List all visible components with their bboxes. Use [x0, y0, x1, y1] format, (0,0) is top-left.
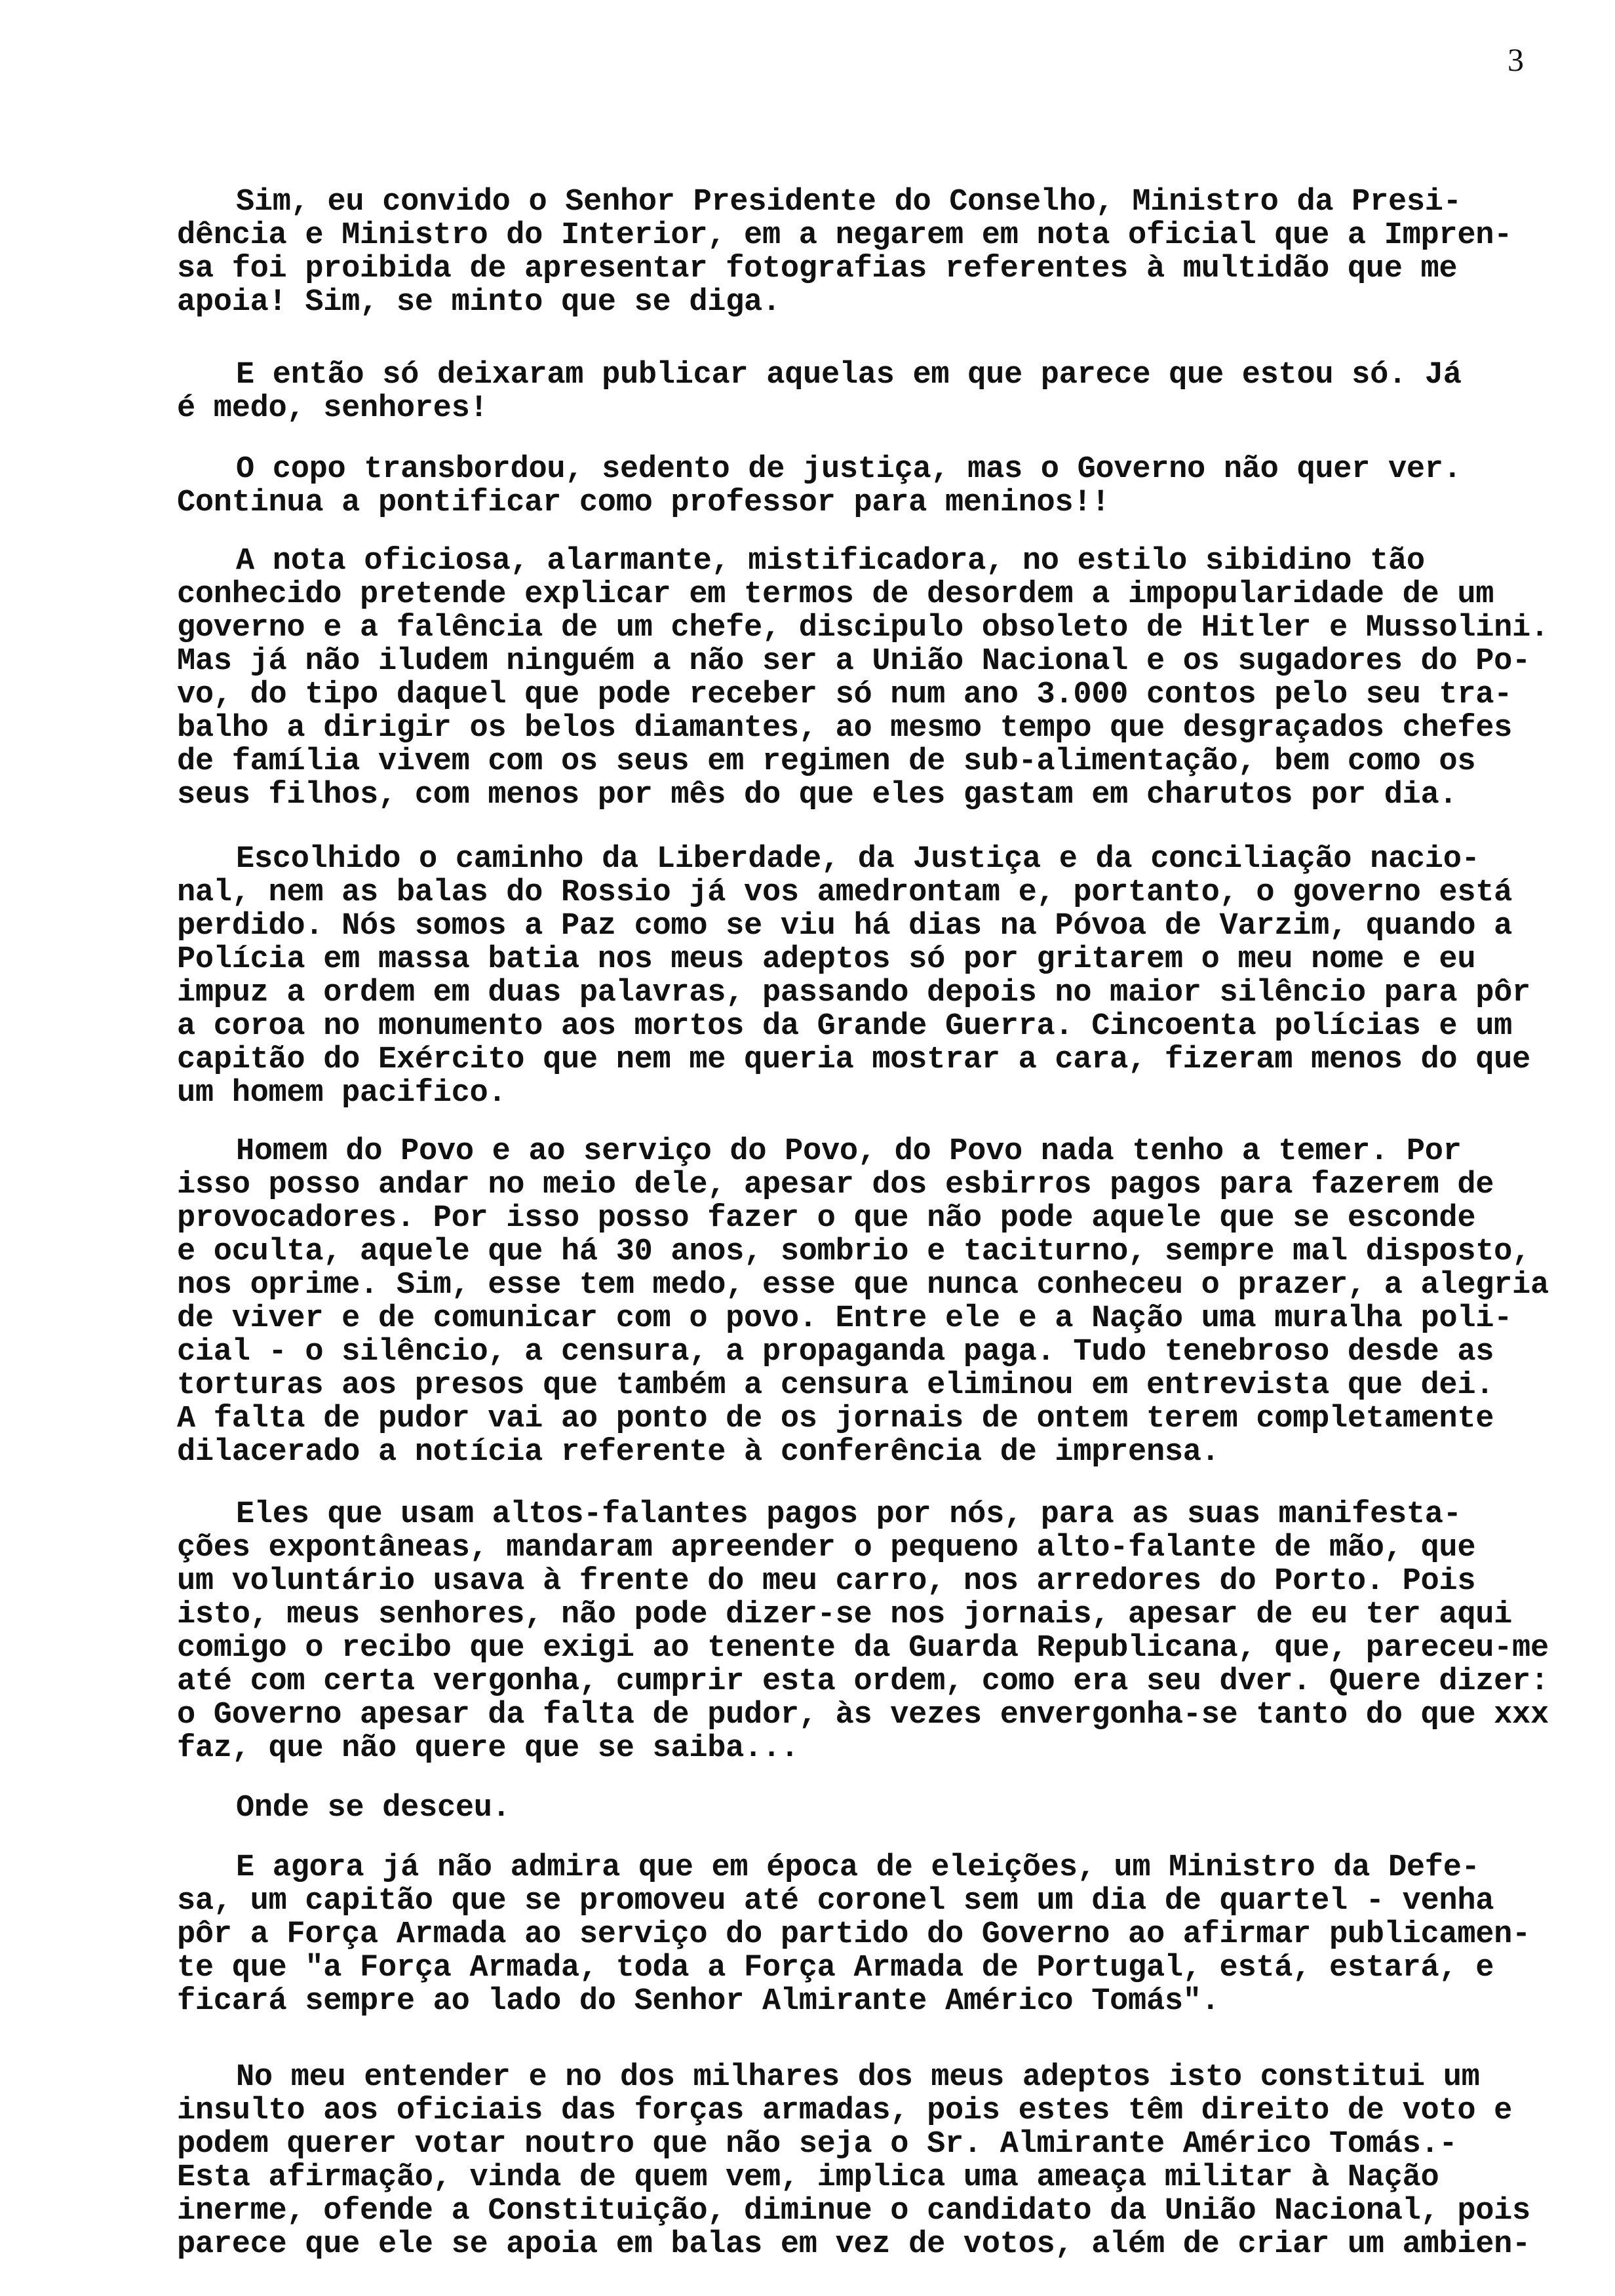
- text-line: é medo, senhores!: [177, 391, 488, 426]
- text-line: de família vivem com os seus em regimen de sub-alimentação, bem como os: [177, 744, 1476, 779]
- paragraph: [177, 185, 1606, 319]
- text-line: sa, um capitão que se promoveu até coronel sem um dia de quartel - venha: [177, 1884, 1494, 1919]
- text-line: o Governo apesar da falta de pudor, às vezes envergonha-se tanto do que xxx: [177, 1698, 1549, 1732]
- text-line: sa foi proibida de apresentar fotografias referentes à multidão que me: [177, 252, 1458, 286]
- text-line: insulto aos oficiais das forças armadas, pois estes têm direito de voto e: [177, 2094, 1513, 2128]
- text-line: vo, do tipo daquel que pode receber só num ano 3.000 contos pelo seu tra-: [177, 678, 1513, 712]
- text-line: ficará sempre ao lado do Senhor Almirante Américo Tomás".: [177, 1984, 1220, 2019]
- paragraph: [177, 1791, 1606, 1825]
- text-line: torturas aos presos que também a censura eliminou em entrevista que dei.: [177, 1368, 1494, 1403]
- text-line: Continua a pontificar como professor para meninos!!: [177, 486, 1110, 520]
- text-line: comigo o recibo que exigi ao tenente da Guarda Republicana, que, pareceu-me: [177, 1631, 1549, 1666]
- text-line: dência e Ministro do Interior, em a negarem em nota oficial que a Impren-: [177, 218, 1513, 253]
- text-line: até com certa vergonha, cumprir esta ordem, como era seu dver. Quere dizer:: [177, 1664, 1549, 1699]
- text-line: impuz a ordem em duas palavras, passando depois no maior silêncio para pôr: [177, 976, 1530, 1010]
- text-line: A nota oficiosa, alarmante, mistificadora, no estilo sibidino tão: [236, 544, 1425, 579]
- text-line: apoia! Sim, se minto que se diga.: [177, 285, 781, 320]
- text-line: cial - o silêncio, a censura, a propaganda paga. Tudo tenebroso desde as: [177, 1335, 1494, 1369]
- text-line: Homem do Povo e ao serviço do Povo, do Povo nada tenho a temer. Por: [236, 1134, 1462, 1169]
- page-number: 3: [1508, 41, 1524, 78]
- text-line: balho a dirigir os belos diamantes, ao mesmo tempo que desgraçados chefes: [177, 711, 1513, 746]
- paragraph: [177, 2061, 1606, 2261]
- text-line: governo e a falência de um chefe, discipulo obsoleto de Hitler e Mussolini.: [177, 611, 1549, 645]
- text-line: Onde se desceu.: [236, 1791, 511, 1826]
- text-line: um homem pacifico.: [177, 1076, 507, 1111]
- text-line: Sim, eu convido o Senhor Presidente do Conselho, Ministro da Presi-: [236, 185, 1462, 220]
- text-line: parece que ele se apoia em balas em vez de votos, além de criar um ambien-: [177, 2227, 1530, 2262]
- text-line: pôr a Força Armada ao serviço do partido do Governo ao afirmar publicamen-: [177, 1917, 1530, 1952]
- text-line: No meu entender e no dos milhares dos meus adeptos isto constitui um: [236, 2060, 1480, 2095]
- paragraph: [177, 1135, 1606, 1469]
- text-line: provocadores. Por isso posso fazer o que não pode aquele que se esconde: [177, 1201, 1476, 1236]
- text-line: e oculta, aquele que há 30 anos, sombrio e taciturno, sempre mal disposto,: [177, 1234, 1530, 1269]
- text-line: inerme, ofende a Constituição, diminue o candidato da União Nacional, pois: [177, 2194, 1530, 2229]
- text-line: um voluntário usava à frente do meu carro, nos arredores do Porto. Pois: [177, 1564, 1476, 1599]
- paragraph: [177, 1851, 1606, 2018]
- text-line: Esta afirmação, vinda de quem vem, implica uma ameaça militar à Nação: [177, 2160, 1439, 2195]
- text-line: isto, meus senhores, não pode dizer-se nos jornais, apesar de eu ter aqui: [177, 1598, 1513, 1632]
- paragraph: [177, 1498, 1606, 1765]
- text-line: conhecido pretende explicar em termos de desordem a impopularidade de um: [177, 577, 1494, 612]
- text-line: podem querer votar noutro que não seja o Sr. Almirante Américo Tomás.-: [177, 2127, 1458, 2162]
- text-line: ções expontâneas, mandaram apreender o pequeno alto-falante de mão, que: [177, 1531, 1476, 1565]
- text-line: dilacerado a notícia referente à conferência de imprensa.: [177, 1435, 1220, 1470]
- text-line: seus filhos, com menos por mês do que eles gastam em charutos por dia.: [177, 778, 1458, 813]
- text-line: Escolhido o caminho da Liberdade, da Justiça e da conciliação nacio-: [236, 842, 1480, 877]
- text-line: E então só deixaram publicar aquelas em que parece que estou só. Já: [236, 358, 1462, 392]
- text-line: capitão do Exército que nem me queria mostrar a cara, fizeram menos do que: [177, 1043, 1530, 1077]
- text-line: Eles que usam altos-falantes pagos por nós, para as suas manifesta-: [236, 1497, 1462, 1532]
- text-line: de viver e de comunicar com o povo. Entre ele e a Nação uma muralha poli-: [177, 1301, 1513, 1336]
- text-line: isso posso andar no meio dele, apesar dos esbirros pagos para fazerem de: [177, 1168, 1494, 1202]
- text-line: faz, que não quere que se saiba...: [177, 1731, 799, 1766]
- text-line: perdido. Nós somos a Paz como se viu há dias na Póvoa de Varzim, quando a: [177, 909, 1513, 944]
- paragraph: [177, 545, 1606, 812]
- text-line: O copo transbordou, sedento de justiça, mas o Governo não quer ver.: [236, 452, 1462, 487]
- text-line: nos oprime. Sim, esse tem medo, esse que nunca conheceu o prazer, a alegria: [177, 1268, 1549, 1303]
- text-line: te que "a Força Armada, toda a Força Armada de Portugal, está, estará, e: [177, 1951, 1494, 1985]
- paragraph: [177, 358, 1606, 425]
- text-line: Polícia em massa batia nos meus adeptos só por gritarem o meu nome e eu: [177, 942, 1476, 977]
- text-line: E agora já não admira que em época de eleições, um Ministro da Defe-: [236, 1850, 1480, 1885]
- text-line: nal, nem as balas do Rossio já vos amedrontam e, portanto, o governo está: [177, 875, 1513, 910]
- paragraph: [177, 453, 1606, 520]
- paragraph: [177, 843, 1606, 1110]
- text-line: a coroa no monumento aos mortos da Grande Guerra. Cincoenta polícias e um: [177, 1009, 1513, 1044]
- text-line: Mas já não iludem ninguém a não ser a União Nacional e os sugadores do Po-: [177, 644, 1530, 679]
- text-line: A falta de pudor vai ao ponto de os jornais de ontem terem completamente: [177, 1402, 1494, 1436]
